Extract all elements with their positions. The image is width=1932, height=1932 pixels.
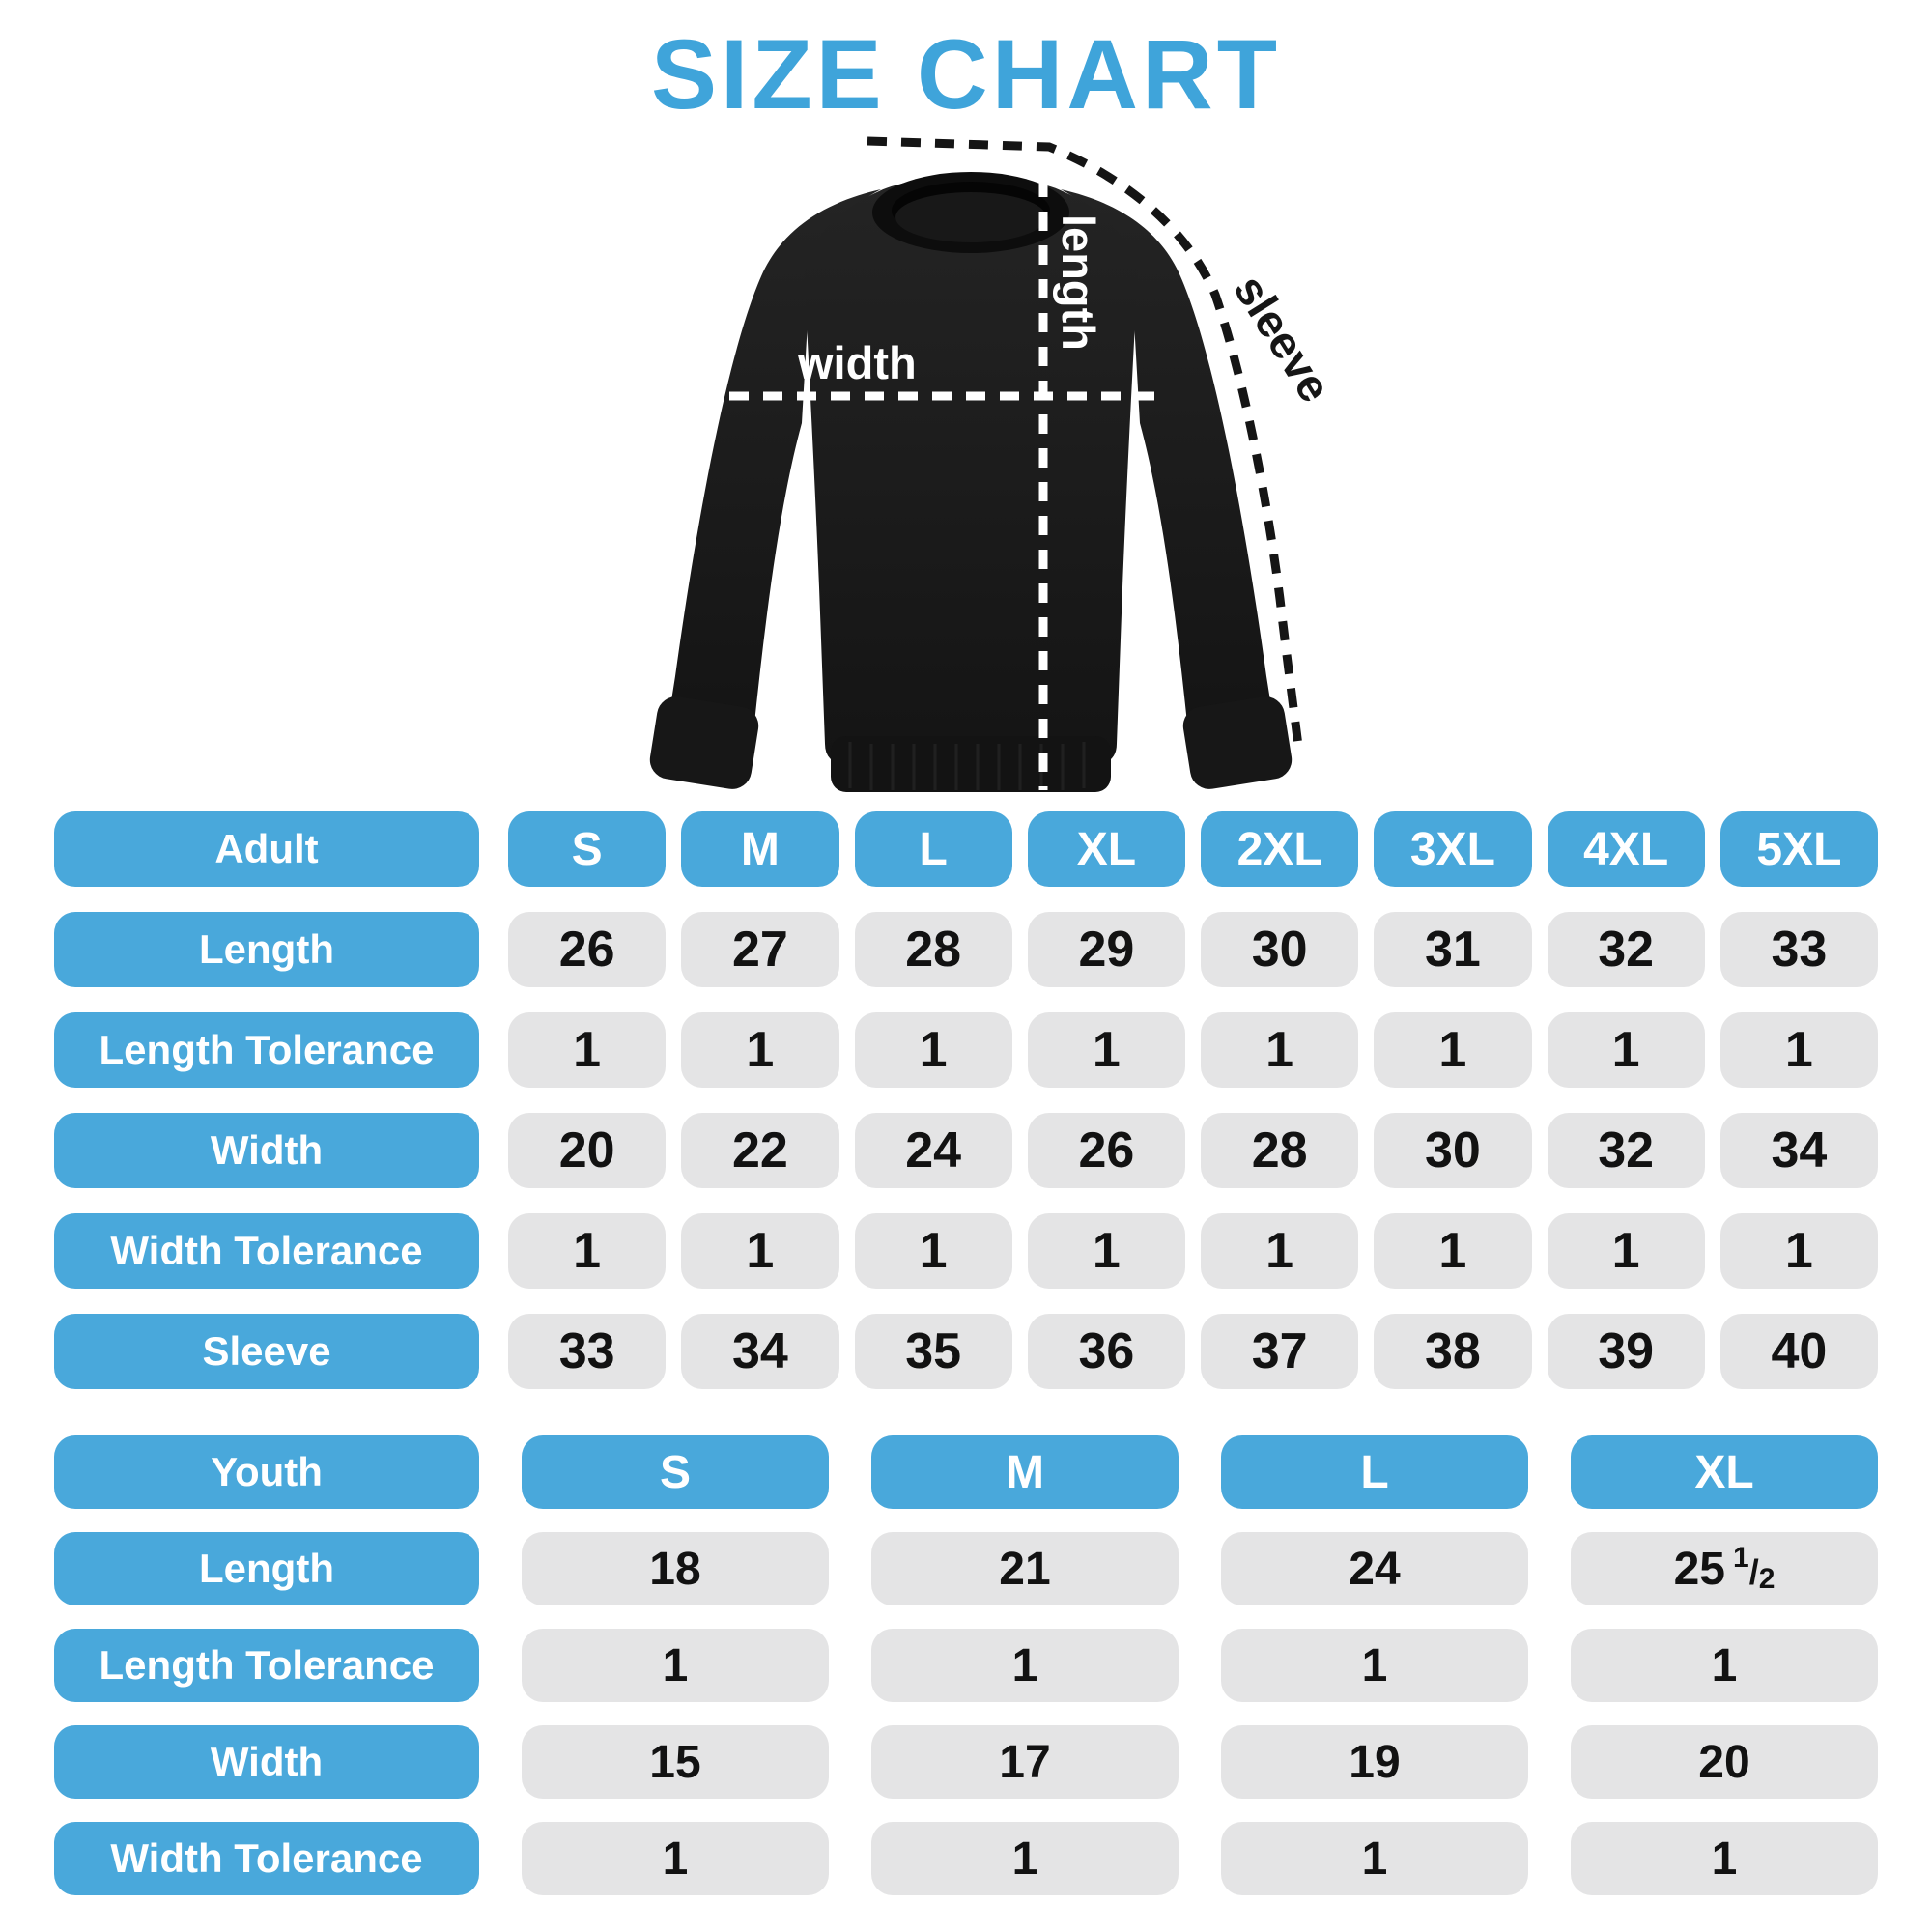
table-cell: 1 <box>1548 1213 1705 1289</box>
adult-row-label-length: Length <box>54 912 479 987</box>
youth-row-label-length-tolerance: Length Tolerance <box>54 1629 479 1702</box>
table-cell: 40 <box>1720 1314 1878 1389</box>
table-cell: 1 <box>508 1012 666 1088</box>
table-cell: 24 <box>1221 1532 1528 1605</box>
youth-length-xl-fraction <box>1733 1542 1775 1596</box>
youth-length-xl-cell <box>1571 1532 1878 1605</box>
table-cell: 22 <box>681 1113 838 1188</box>
table-cell: 26 <box>1028 1113 1185 1188</box>
table-cell: 1 <box>681 1213 838 1289</box>
sweatshirt-right-cuff <box>1180 694 1294 792</box>
adult-row-label-length-tolerance: Length Tolerance <box>54 1012 479 1088</box>
table-cell: 38 <box>1374 1314 1531 1389</box>
table-cell: 30 <box>1201 912 1358 987</box>
table-cell: 33 <box>508 1314 666 1389</box>
adult-row-width-tolerance <box>54 1213 1878 1289</box>
table-cell: 29 <box>1028 912 1185 987</box>
youth-size-col-s: S <box>522 1435 829 1509</box>
adult-row-width <box>54 1113 1878 1188</box>
fraction-numerator: 1 <box>1733 1542 1749 1574</box>
table-cell: 31 <box>1374 912 1531 987</box>
table-cell: 35 <box>855 1314 1012 1389</box>
sleeve-label: sleeve <box>1224 266 1342 412</box>
adult-row-sleeve <box>54 1314 1878 1389</box>
table-cell: 1 <box>1221 1822 1528 1895</box>
sweatshirt-left-cuff <box>647 694 761 792</box>
adult-header-row <box>54 811 1878 887</box>
table-cell: 21 <box>871 1532 1179 1605</box>
adult-row-label-width-tolerance: Width Tolerance <box>54 1213 479 1289</box>
table-cell: 36 <box>1028 1314 1185 1389</box>
adult-row-label-sleeve: Sleeve <box>54 1314 479 1389</box>
table-cell: 34 <box>1720 1113 1878 1188</box>
table-cell: 1 <box>1571 1822 1878 1895</box>
adult-size-col-m: M <box>681 811 838 887</box>
sweatshirt-diagram <box>580 124 1352 811</box>
table-cell: 19 <box>1221 1725 1528 1799</box>
sweatshirt-collar-inner <box>895 192 1046 242</box>
table-cell: 1 <box>1201 1213 1358 1289</box>
adult-size-col-xl: XL <box>1028 811 1185 887</box>
sweatshirt-illustration <box>580 124 1352 811</box>
adult-size-col-3xl: 3XL <box>1374 811 1531 887</box>
table-cell: 33 <box>1720 912 1878 987</box>
table-cell: 26 <box>508 912 666 987</box>
table-cell: 39 <box>1548 1314 1705 1389</box>
table-cell: 1 <box>1028 1213 1185 1289</box>
youth-header-row <box>54 1435 1878 1509</box>
youth-size-table <box>54 1435 1878 1895</box>
table-cell: 37 <box>1201 1314 1358 1389</box>
table-cell: 1 <box>1548 1012 1705 1088</box>
size-tables <box>0 811 1932 1895</box>
table-cell: 28 <box>855 912 1012 987</box>
table-cell: 1 <box>855 1012 1012 1088</box>
width-label: width <box>798 337 917 388</box>
fraction-denominator: 2 <box>1758 1563 1776 1595</box>
table-cell: 1 <box>508 1213 666 1289</box>
table-cell: 1 <box>1374 1213 1531 1289</box>
youth-length-xl-base: 25 <box>1673 1543 1725 1595</box>
fraction-slash: / <box>1748 1552 1759 1592</box>
youth-size-col-m: M <box>871 1435 1179 1509</box>
table-cell: 1 <box>855 1213 1012 1289</box>
table-cell: 1 <box>1028 1012 1185 1088</box>
table-cell: 34 <box>681 1314 838 1389</box>
table-cell: 15 <box>522 1725 829 1799</box>
youth-row-width-tolerance <box>54 1822 1878 1895</box>
adult-table-title: Adult <box>54 811 479 887</box>
table-cell: 1 <box>681 1012 838 1088</box>
table-cell: 28 <box>1201 1113 1358 1188</box>
adult-size-table <box>54 811 1878 1389</box>
youth-row-length-tolerance <box>54 1629 1878 1702</box>
adult-row-label-width: Width <box>54 1113 479 1188</box>
table-cell: 1 <box>522 1629 829 1702</box>
table-cell: 20 <box>1571 1725 1878 1799</box>
page-title: SIZE CHART <box>651 19 1281 129</box>
table-cell: 32 <box>1548 912 1705 987</box>
adult-row-length-tolerance <box>54 1012 1878 1088</box>
adult-size-col-4xl: 4XL <box>1548 811 1705 887</box>
table-cell: 27 <box>681 912 838 987</box>
adult-size-col-5xl: 5XL <box>1720 811 1878 887</box>
table-cell: 1 <box>871 1629 1179 1702</box>
table-cell: 1 <box>871 1822 1179 1895</box>
youth-row-label-width-tolerance: Width Tolerance <box>54 1822 479 1895</box>
table-cell: 1 <box>1221 1629 1528 1702</box>
table-cell: 32 <box>1548 1113 1705 1188</box>
length-label: length <box>1053 214 1104 351</box>
adult-size-col-l: L <box>855 811 1012 887</box>
table-cell: 24 <box>855 1113 1012 1188</box>
youth-row-label-width: Width <box>54 1725 479 1799</box>
table-cell: 1 <box>1720 1213 1878 1289</box>
adult-row-length <box>54 912 1878 987</box>
table-cell: 1 <box>1720 1012 1878 1088</box>
table-cell: 1 <box>1201 1012 1358 1088</box>
table-cell: 20 <box>508 1113 666 1188</box>
table-cell: 17 <box>871 1725 1179 1799</box>
table-cell: 1 <box>522 1822 829 1895</box>
table-cell: 30 <box>1374 1113 1531 1188</box>
table-cell: 1 <box>1374 1012 1531 1088</box>
youth-size-col-l: L <box>1221 1435 1528 1509</box>
youth-row-length <box>54 1532 1878 1605</box>
youth-row-label-length: Length <box>54 1532 479 1605</box>
youth-size-col-xl: XL <box>1571 1435 1878 1509</box>
table-cell: 18 <box>522 1532 829 1605</box>
adult-size-col-s: S <box>508 811 666 887</box>
youth-table-title: Youth <box>54 1435 479 1509</box>
youth-row-width <box>54 1725 1878 1799</box>
table-cell: 1 <box>1571 1629 1878 1702</box>
adult-size-col-2xl: 2XL <box>1201 811 1358 887</box>
